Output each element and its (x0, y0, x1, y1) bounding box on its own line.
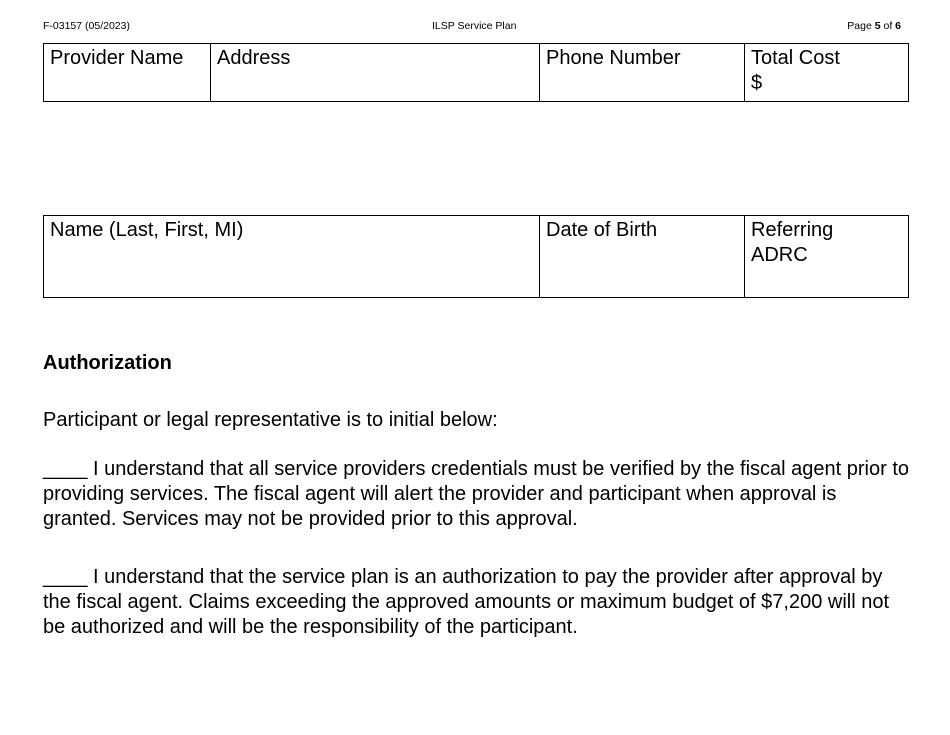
initial-blank-1[interactable]: ____ (43, 458, 88, 480)
page-prefix: Page (847, 20, 875, 32)
provider-name-label: Provider Name (50, 47, 184, 69)
page-indicator (847, 20, 901, 32)
page-total: 6 (895, 20, 901, 32)
statement-text-1: I understand that all service providers credentials must be verified by the fiscal agent prior to providing services. The fiscal agent will alert the provider and participant when approval is granted. Services may not be provided prior to this approval. (43, 458, 910, 530)
phone-number-field[interactable] (540, 44, 745, 102)
provider-name-field[interactable] (44, 44, 211, 102)
phone-number-label: Phone Number (546, 47, 681, 69)
authorization-statement-1 (43, 457, 913, 532)
authorization-intro: Participant or legal representative is to initial below: (43, 409, 498, 431)
document-title: ILSP Service Plan (432, 20, 517, 32)
statement-text-2: I understand that the service plan is an authorization to pay the provider after approval by the fiscal agent. Claims exceeding the approved amounts or maximum budget of $7,200 will not be authorized and will be the responsibility of the participant. (43, 566, 890, 638)
referring-adrc-field[interactable] (745, 216, 909, 298)
date-of-birth-label: Date of Birth (546, 219, 658, 241)
authorization-heading: Authorization (43, 352, 172, 374)
address-label: Address (217, 47, 291, 69)
address-field[interactable] (211, 44, 540, 102)
provider-table (43, 43, 909, 102)
authorization-statement-2 (43, 565, 913, 640)
initial-blank-2[interactable]: ____ (43, 566, 88, 588)
referring-adrc-label: Referring ADRC (751, 219, 834, 266)
participant-name-field[interactable] (44, 216, 540, 298)
total-cost-label: Total Cost (751, 47, 840, 69)
date-of-birth-field[interactable] (540, 216, 745, 298)
total-cost-value: $ (751, 72, 763, 94)
page-current: 5 (874, 20, 881, 32)
form-id: F-03157 (05/2023) (43, 20, 130, 32)
total-cost-field[interactable] (745, 44, 909, 102)
participant-table (43, 215, 909, 298)
page-of: of (880, 20, 896, 32)
participant-name-label: Name (Last, First, MI) (50, 219, 244, 241)
